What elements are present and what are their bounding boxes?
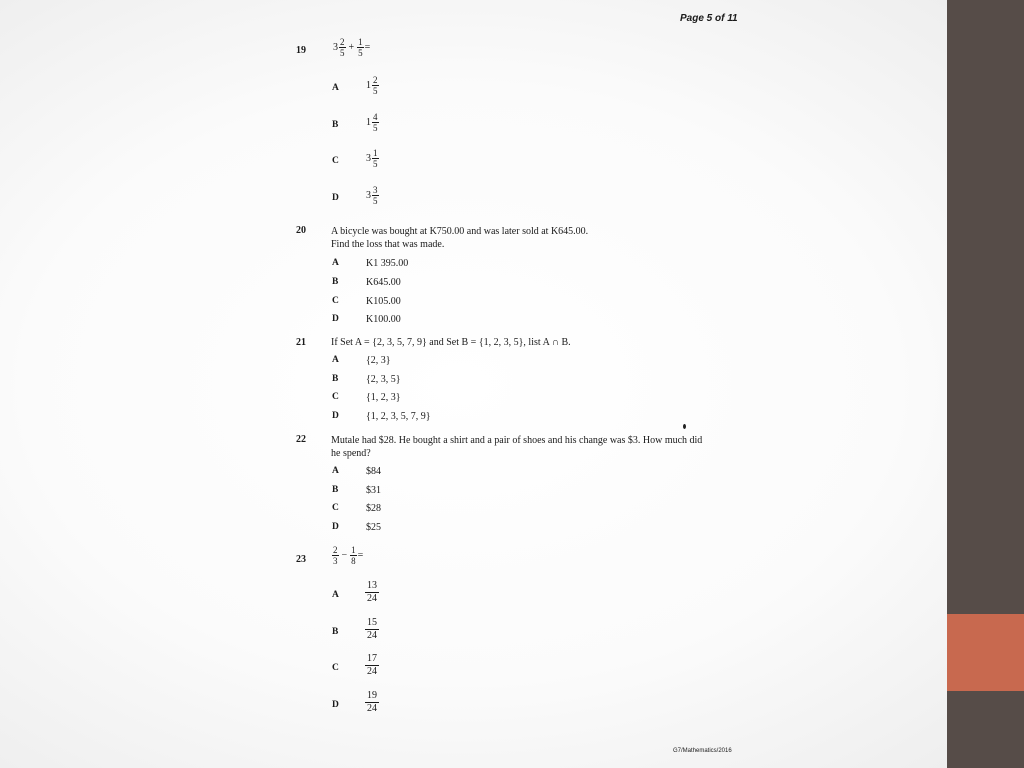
q23-option-letter: B <box>332 627 339 637</box>
q23-option-letter: D <box>332 700 339 710</box>
q19-option-letter: B <box>332 120 339 130</box>
q22-option-c: $28 <box>366 503 381 514</box>
q23-option-c: 17 24 <box>367 653 377 677</box>
q23-option-a: 13 24 <box>367 580 377 604</box>
q20-option-letter: C <box>332 296 339 306</box>
q21-option-letter: B <box>332 374 339 384</box>
question-19-number: 19 <box>296 45 306 56</box>
q19-option-letter: C <box>332 156 339 166</box>
q21-option-d: {1, 2, 3, 5, 7, 9} <box>366 411 431 422</box>
q19-option-c: 3 $\frac{1}{5}$ <box>366 148 378 169</box>
q21-option-letter: C <box>332 392 339 402</box>
question-22-text: Mutale had $28. He bought a shirt and a pair of shoes and his change was $3. How much did <box>331 435 703 446</box>
q20-option-letter: B <box>332 277 339 287</box>
q19-option-b: 1 $\frac{4}{5}$ <box>366 112 378 133</box>
q22-option-a: $84 <box>366 466 381 477</box>
q19-option-letter: D <box>332 193 339 203</box>
question-21-text: If Set A = {2, 3, 5, 7, 9} and Set B = {1, 2, 3, 5}, list A ∩ B. <box>331 337 571 348</box>
expr-equals: = <box>364 42 371 53</box>
q19-option-letter: A <box>332 83 339 93</box>
question-19-expression <box>333 37 370 58</box>
q20-option-letter: A <box>332 258 339 268</box>
q19-option-a: 1 $\frac{2}{5}$ <box>366 75 378 96</box>
q22-option-b: $31 <box>366 485 381 496</box>
question-20-text-line2: Find the loss that was made. <box>331 239 445 250</box>
question-20-number: 20 <box>296 225 306 236</box>
q22-option-d: $25 <box>366 522 381 533</box>
q23-option-letter: C <box>332 663 339 673</box>
expr-operator: − <box>341 550 348 561</box>
q20-option-c: K105.00 <box>366 296 401 307</box>
q22-option-letter: D <box>332 522 339 532</box>
stray-mark <box>683 424 686 429</box>
q21-option-letter: A <box>332 355 339 365</box>
question-21-number: 21 <box>296 337 306 348</box>
q20-option-b: K645.00 <box>366 277 401 288</box>
expr-fraction-1: $\frac{2}{3}$ <box>333 545 338 566</box>
expr-fraction-2: $\frac{1}{5}$ <box>358 37 363 58</box>
q20-option-letter: D <box>332 314 339 324</box>
q20-option-a: K1 395.00 <box>366 258 409 269</box>
q22-option-letter: A <box>332 466 339 476</box>
sidebar-accent-block <box>947 614 1024 691</box>
question-22-number: 22 <box>296 434 306 445</box>
expr-fraction-2: $\frac{1}{8}$ <box>351 545 356 566</box>
question-23-number: 23 <box>296 554 306 565</box>
q19-option-d: 3 $\frac{3}{5}$ <box>366 185 378 206</box>
footer-code: G7/Mathematics/2016 <box>673 748 732 754</box>
q21-option-letter: D <box>332 411 339 421</box>
q23-option-b: 15 24 <box>367 617 377 641</box>
q23-option-letter: A <box>332 590 339 600</box>
q21-option-b: {2, 3, 5} <box>366 374 401 385</box>
q21-option-c: {1, 2, 3} <box>366 392 401 403</box>
question-23-expression <box>331 545 363 566</box>
question-22-text-line2: he spend? <box>331 448 371 459</box>
q21-option-a: {2, 3} <box>366 355 391 366</box>
q22-option-letter: C <box>332 503 339 513</box>
expr-operator: + <box>348 42 355 53</box>
q23-option-d: 19 24 <box>367 690 377 714</box>
question-20-text: A bicycle was bought at K750.00 and was later sold at K645.00. <box>331 226 589 237</box>
q22-option-letter: B <box>332 485 339 495</box>
expr-fraction-1: $\frac{2}{5}$ <box>340 37 345 58</box>
expr-whole: 3 <box>333 42 338 53</box>
expr-equals: = <box>357 550 364 561</box>
q20-option-d: K100.00 <box>366 314 401 325</box>
page-number-label: Page 5 of 11 <box>680 13 738 24</box>
